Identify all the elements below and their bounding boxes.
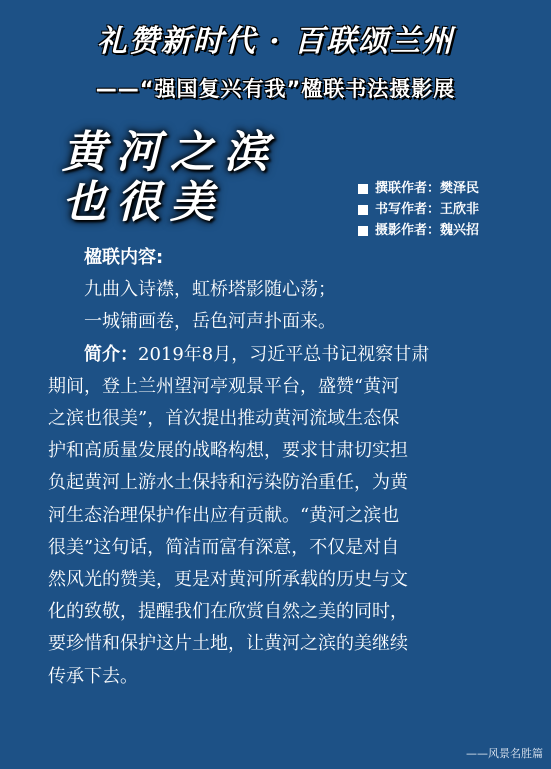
square-bullet-icon [358, 184, 368, 194]
intro-line: 然风光的赞美，更是对黄河所承载的历史与文 [48, 569, 408, 591]
intro-line: 之滨也很美”，首次提出推动黄河流域生态保 [48, 408, 400, 430]
credit-name: 王欣非 [440, 202, 480, 217]
section-note: ——风景名胜篇 [466, 747, 543, 760]
credit-author [358, 178, 479, 199]
artwork-title-line1: 黄河之滨 [62, 127, 278, 178]
intro-line: 化的致敬，提醒我们在欣赏自然之美的同时， [48, 601, 408, 623]
credit-name: 魏兴招 [440, 223, 480, 238]
intro-line: 期间，登上兰州望河亭观景平台，盛赞“黄河 [48, 375, 400, 397]
intro-text: 2019年8月，习近平总书记视察甘肃 [138, 343, 430, 365]
credit-name: 樊泽民 [440, 181, 480, 196]
body-text [48, 242, 508, 693]
intro-line: 河生态治理保护作出应有贡献。“黄河之滨也 [48, 504, 400, 526]
artwork-title-line2: 也很美 [62, 177, 224, 228]
intro-line: 护和高质量发展的战略构想，要求甘肃切实担 [48, 440, 408, 462]
subtitle: ——“强国复兴有我”楹联书法摄影展 [95, 77, 456, 101]
intro-line: 传承下去。 [48, 665, 138, 687]
couplet-label: 楹联内容: [84, 247, 164, 268]
intro-first-line [48, 339, 508, 371]
couplet-line-1: 九曲入诗襟，虹桥塔影随心荡； [84, 279, 336, 301]
intro-line: 很美”这句话，简洁而富有深意，不仅是对自 [48, 536, 400, 558]
artwork-title [62, 128, 278, 228]
credit-calligrapher [358, 199, 479, 220]
credits-list [358, 178, 479, 241]
intro-label: 简介： [84, 343, 138, 365]
credit-label: 书写作者： [375, 202, 441, 217]
intro-line: 要珍惜和保护这片土地，让黄河之滨的美继续 [48, 633, 408, 655]
square-bullet-icon [358, 226, 368, 236]
credit-photographer [358, 220, 479, 241]
square-bullet-icon [358, 205, 368, 215]
credit-label: 摄影作者： [375, 223, 441, 238]
couplet-line-2: 一城铺画卷，岳色河声扑面来。 [84, 311, 336, 333]
credit-label: 撰联作者： [375, 181, 441, 196]
intro-line: 负起黄河上游水土保持和污染防治重任，为黄 [48, 472, 408, 494]
main-title: 礼赞新时代 · 百联颂兰州 [96, 24, 455, 59]
